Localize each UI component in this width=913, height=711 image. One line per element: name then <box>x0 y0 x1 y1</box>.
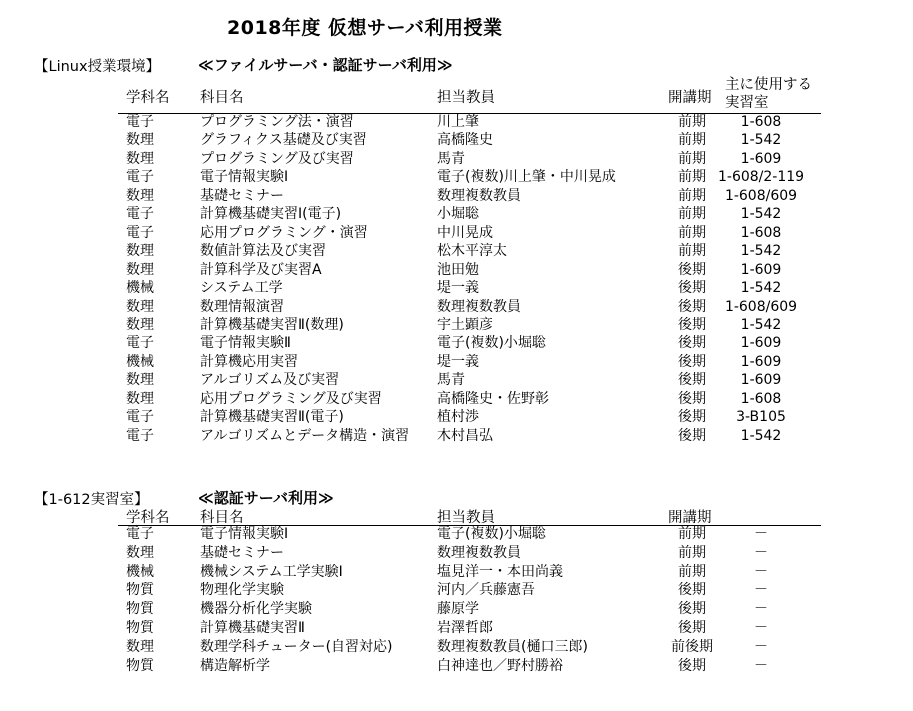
dept-cell: 数理 <box>126 390 154 407</box>
room-cell: 1-542 <box>740 316 782 333</box>
dept-cell: 電子 <box>126 169 154 186</box>
teacher-cell: 高橋隆史 <box>437 132 493 149</box>
header-room-line1: 主に使用する <box>725 77 812 93</box>
table-row <box>0 334 913 352</box>
table-row <box>0 581 913 599</box>
room-cell: 1-609 <box>740 335 782 352</box>
subject-cell: 機械システム工学実験Ⅰ <box>200 563 343 580</box>
room-cell: 1-608/2-119 <box>718 169 805 186</box>
subject-cell: 基礎セミナー <box>200 187 284 204</box>
room-cell: 1-608/609 <box>724 298 798 315</box>
subject-cell: 基礎セミナー <box>200 544 284 561</box>
dept-cell: 機械 <box>126 353 154 370</box>
table-row <box>0 298 913 316</box>
table-row <box>0 279 913 297</box>
subject-cell: 物理化学実験 <box>200 582 284 599</box>
teacher-cell: 白神達也／野村勝裕 <box>437 657 563 674</box>
dept-cell: 物質 <box>126 657 154 674</box>
teacher-cell: 堤一義 <box>437 353 479 370</box>
subject-cell: 機器分析化学実験 <box>200 601 312 618</box>
teacher-cell: 植村渉 <box>437 409 479 426</box>
room-cell: 1-608 <box>740 390 782 407</box>
subject-cell: プログラミング及び実習 <box>200 150 354 167</box>
subject-cell: 構造解析学 <box>200 657 270 674</box>
dept-cell: 電子 <box>126 409 154 426</box>
term-cell: 前期 <box>678 563 706 580</box>
term-cell: 前期 <box>678 169 706 186</box>
dept-cell: 数理 <box>126 316 154 333</box>
room-cell: － <box>754 544 768 561</box>
table-row <box>0 261 913 279</box>
subject-cell: グラフィクス基礎及び実習 <box>200 132 367 149</box>
table-row <box>0 525 913 543</box>
table-row <box>0 353 913 371</box>
subject-cell: 数値計算法及び実習 <box>200 243 326 260</box>
dept-cell: 物質 <box>126 620 154 636</box>
term-cell: 前期 <box>678 114 706 130</box>
teacher-cell: 木村昌弘 <box>437 427 493 444</box>
table-row <box>0 205 913 223</box>
subject-cell: 計算機基礎実習Ⅱ <box>200 620 305 636</box>
dept-cell: 数理 <box>126 132 154 149</box>
term-cell: 前期 <box>678 243 706 260</box>
section-title: ≪認証サーバ利用≫ <box>198 489 334 507</box>
teacher-cell: 小堀聡 <box>437 206 479 223</box>
table-row <box>0 371 913 389</box>
room-cell: 1-608 <box>740 114 782 130</box>
dept-cell: 数理 <box>126 638 154 655</box>
teacher-cell: 電子(複数)小堀聡 <box>437 526 546 542</box>
table-row <box>0 408 913 426</box>
dept-cell: 数理 <box>126 298 154 315</box>
teacher-cell: 中川晃成 <box>437 224 493 241</box>
table-row <box>0 544 913 562</box>
section-label: 【1-612実習室】 <box>34 492 149 508</box>
subject-cell: 応用プログラミング・演習 <box>200 224 368 241</box>
term-cell: 前後期 <box>671 638 713 655</box>
table-row <box>0 390 913 408</box>
teacher-cell: 数理複数教員 <box>437 298 521 315</box>
term-cell: 前期 <box>678 150 706 167</box>
room-cell: 1-542 <box>740 243 782 260</box>
table-row <box>0 168 913 186</box>
teacher-cell: 馬青 <box>437 150 465 167</box>
room-cell: 1-542 <box>740 427 782 444</box>
teacher-cell: 数理複数教員(樋口三郎) <box>437 638 588 655</box>
dept-cell: 電子 <box>126 224 154 241</box>
page-title: 2018年度 仮想サーバ利用授業 <box>227 17 503 39</box>
subject-cell: 計算科学及び実習A <box>200 261 322 278</box>
dept-cell: 電子 <box>126 206 154 223</box>
subject-cell: 電子情報実験Ⅱ <box>200 335 291 352</box>
teacher-cell: 数理複数教員 <box>437 544 521 561</box>
subject-cell: 計算機応用実習 <box>200 353 298 370</box>
room-cell: － <box>754 563 768 580</box>
room-cell: － <box>754 657 768 674</box>
teacher-cell: 電子(複数)川上肇・中川晃成 <box>437 169 616 186</box>
term-cell: 後期 <box>678 582 706 599</box>
dept-cell: 電子 <box>126 335 154 352</box>
room-cell: 1-609 <box>740 372 782 389</box>
table-row <box>0 131 913 149</box>
table-row <box>0 242 913 260</box>
term-cell: 後期 <box>678 335 706 352</box>
teacher-cell: 塩見洋一・本田尚義 <box>437 563 563 580</box>
dept-cell: 数理 <box>126 243 154 260</box>
subject-cell: アルゴリズム及び実習 <box>200 372 340 389</box>
teacher-cell: 河内／兵藤憲吾 <box>437 582 535 599</box>
teacher-cell: 宇土顕彦 <box>437 316 493 333</box>
dept-cell: 機械 <box>126 280 154 297</box>
teacher-cell: 電子(複数)小堀聡 <box>437 335 546 352</box>
header-term: 開講期 <box>668 510 712 526</box>
term-cell: 後期 <box>678 657 706 674</box>
room-cell: 1-608/609 <box>724 187 798 204</box>
table-row <box>0 150 913 168</box>
table-row <box>0 563 913 581</box>
teacher-cell: 松木平淳太 <box>437 243 507 260</box>
teacher-cell: 高橋隆史・佐野彰 <box>437 390 549 407</box>
term-cell: 後期 <box>678 353 706 370</box>
room-cell: 1-542 <box>740 206 782 223</box>
section-label: 【Linux授業環境】 <box>34 59 161 75</box>
section-title: ≪ファイルサーバ・認証サーバ利用≫ <box>198 56 453 74</box>
subject-cell: 計算機基礎実習Ⅰ(電子) <box>200 206 342 223</box>
table-row <box>0 224 913 242</box>
header-room-line2: 実習室 <box>725 95 769 111</box>
dept-cell: 物質 <box>126 601 154 618</box>
term-cell: 後期 <box>678 390 706 407</box>
term-cell: 前期 <box>678 526 706 542</box>
teacher-cell: 川上肇 <box>437 114 479 130</box>
dept-cell: 電子 <box>126 526 154 542</box>
table-row <box>0 113 913 131</box>
teacher-cell: 岩澤哲郎 <box>437 620 493 636</box>
teacher-cell: 馬青 <box>437 372 465 389</box>
term-cell: 後期 <box>678 620 706 636</box>
teacher-cell: 数理複数教員 <box>437 187 521 204</box>
room-cell: 1-609 <box>740 261 782 278</box>
subject-cell: 計算機基礎実習Ⅱ(電子) <box>200 409 344 426</box>
table-row <box>0 619 913 637</box>
table-row <box>0 187 913 205</box>
subject-cell: 計算機基礎実習Ⅱ(数理) <box>200 316 344 333</box>
term-cell: 後期 <box>678 372 706 389</box>
room-cell: 3-B105 <box>736 409 786 426</box>
subject-cell: 数理情報演習 <box>200 298 284 315</box>
subject-cell: アルゴリズムとデータ構造・演習 <box>200 427 410 444</box>
subject-cell: システム工学 <box>200 280 283 297</box>
dept-cell: 数理 <box>126 150 154 167</box>
subject-cell: 数理学科チューター(自習対応) <box>200 638 393 655</box>
dept-cell: 数理 <box>126 544 154 561</box>
term-cell: 後期 <box>678 409 706 426</box>
term-cell: 後期 <box>678 298 706 315</box>
term-cell: 後期 <box>678 316 706 333</box>
room-cell: 1-542 <box>740 280 782 297</box>
room-cell: － <box>754 526 768 542</box>
header-dept: 学科名 <box>126 90 170 106</box>
header-dept: 学科名 <box>126 510 170 526</box>
room-cell: 1-609 <box>740 150 782 167</box>
table-row <box>0 316 913 334</box>
dept-cell: 数理 <box>126 187 154 204</box>
room-cell: 1-609 <box>740 353 782 370</box>
dept-cell: 電子 <box>126 114 154 130</box>
room-cell: － <box>754 601 768 618</box>
room-cell: － <box>754 620 768 636</box>
subject-cell: 電子情報実験Ⅰ <box>200 526 289 542</box>
term-cell: 後期 <box>678 427 706 444</box>
dept-cell: 物質 <box>126 582 154 599</box>
term-cell: 前期 <box>678 206 706 223</box>
dept-cell: 電子 <box>126 427 154 444</box>
header-teacher: 担当教員 <box>437 510 495 526</box>
room-cell: － <box>754 582 768 599</box>
subject-cell: 応用プログラミング及び実習 <box>200 390 382 407</box>
term-cell: 前期 <box>678 224 706 241</box>
header-teacher: 担当教員 <box>437 90 495 106</box>
room-cell: 1-542 <box>740 132 782 149</box>
term-cell: 前期 <box>678 544 706 561</box>
header-subject: 科目名 <box>200 510 244 526</box>
header-subject: 科目名 <box>200 90 244 106</box>
term-cell: 後期 <box>678 261 706 278</box>
term-cell: 前期 <box>678 187 706 204</box>
table-row <box>0 600 913 618</box>
dept-cell: 数理 <box>126 372 154 389</box>
header-term: 開講期 <box>668 90 712 106</box>
dept-cell: 機械 <box>126 563 154 580</box>
subject-cell: プログラミング法・演習 <box>200 114 354 130</box>
teacher-cell: 堤一義 <box>437 280 479 297</box>
teacher-cell: 池田勉 <box>437 261 479 278</box>
table-row <box>0 638 913 656</box>
teacher-cell: 藤原学 <box>437 601 479 618</box>
term-cell: 後期 <box>678 280 706 297</box>
subject-cell: 電子情報実験Ⅰ <box>200 169 289 186</box>
room-cell: － <box>754 638 768 655</box>
term-cell: 後期 <box>678 601 706 618</box>
term-cell: 前期 <box>678 132 706 149</box>
dept-cell: 数理 <box>126 261 154 278</box>
table-row <box>0 427 913 445</box>
table-row <box>0 657 913 675</box>
room-cell: 1-608 <box>740 224 782 241</box>
